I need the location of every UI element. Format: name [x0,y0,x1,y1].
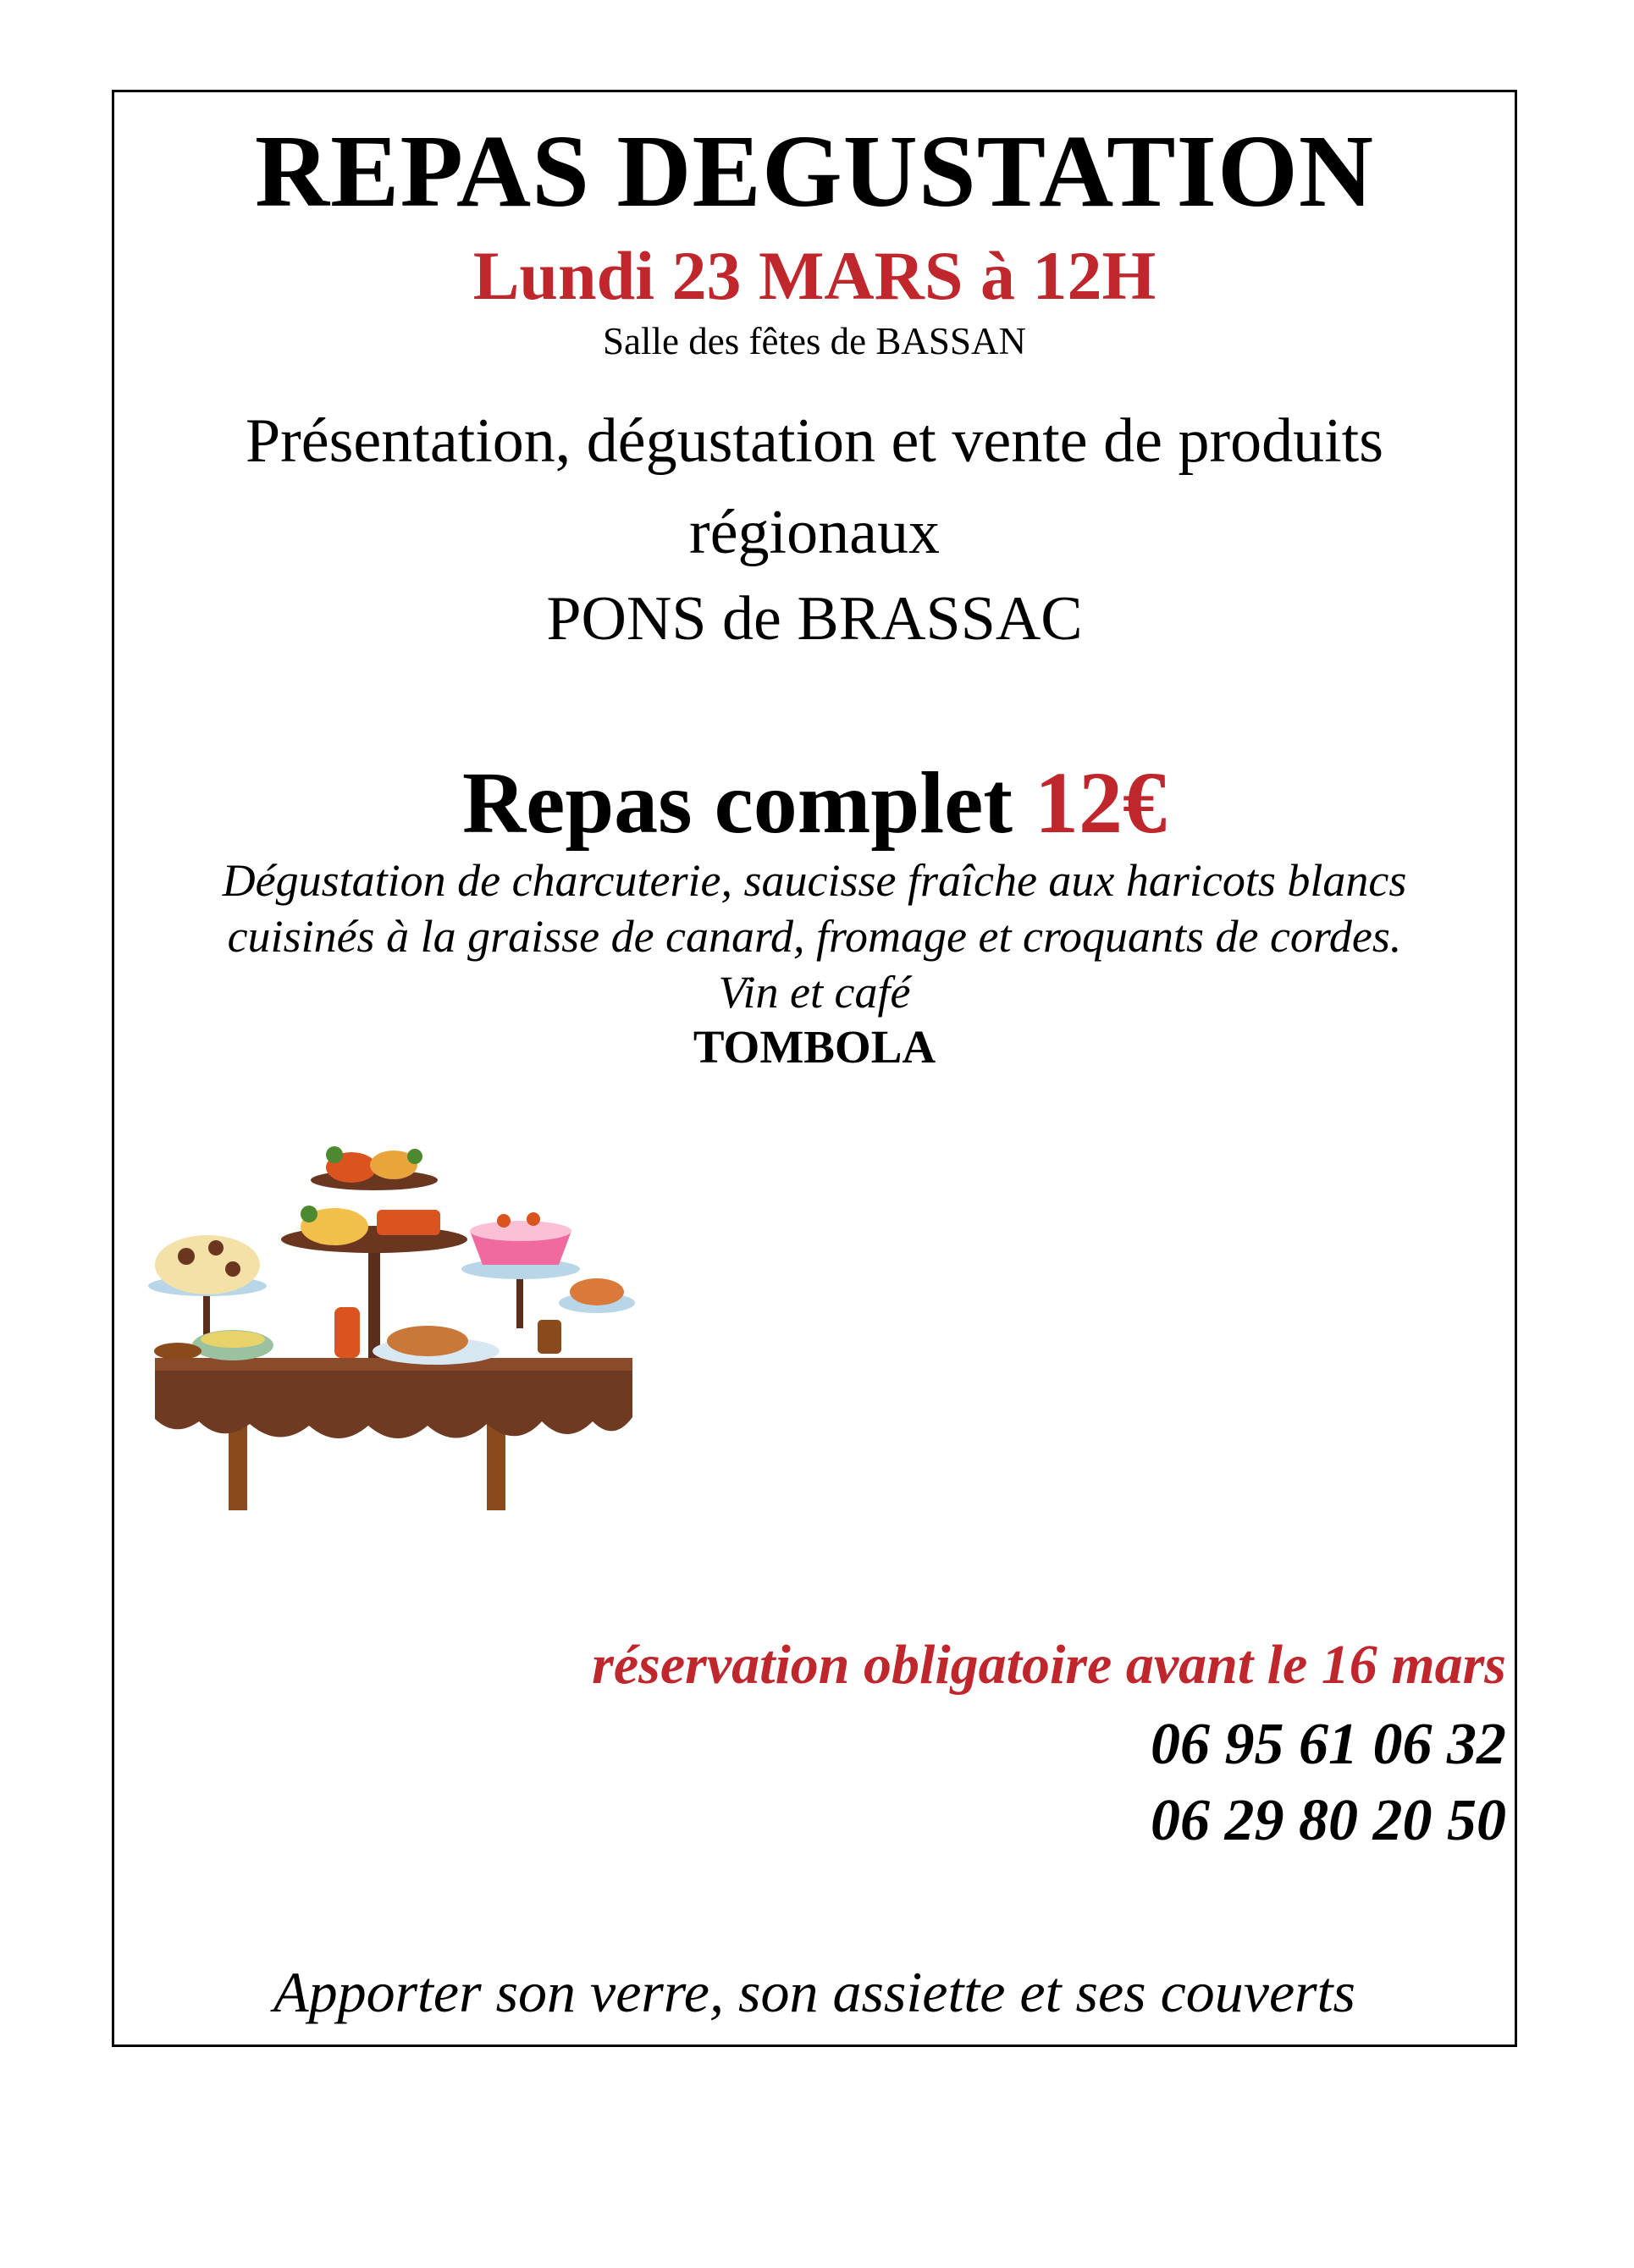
event-venue: Salle des fêtes de BASSAN [603,320,1026,362]
food-item [334,1307,360,1358]
food-item [407,1149,422,1164]
intro-line: Présentation, dégustation et vente de produits [245,406,1384,476]
food-item [301,1206,317,1222]
menu-line: cuisinés à la graisse de canard, fromage et croquants de cordes. [227,911,1402,962]
food-bowl [154,1343,201,1360]
food-item [527,1212,540,1226]
food-item [570,1278,624,1305]
food-item [201,1331,265,1348]
food-item [326,1146,343,1163]
food-item [497,1214,511,1228]
buffet-table-illustration [140,1129,648,1510]
footer-note: Apporter son verre, son assiette et ses couverts [273,1960,1355,2024]
food-item [178,1248,195,1265]
food-item [208,1240,224,1255]
flyer-frame [112,90,1517,2047]
tombola-label: TOMBOLA [693,1021,936,1073]
food-bowl-top [470,1221,571,1241]
cup [538,1320,561,1354]
stand-pole [368,1239,380,1358]
meal-heading [114,753,1515,853]
menu-line: Vin et café [718,967,911,1018]
intro-line: PONS de BRASSAC [546,584,1083,654]
food-item [387,1326,468,1356]
flyer-title: REPAS DEGUSTATION [255,114,1374,229]
food-item [155,1235,260,1294]
intro-line: régionaux [689,498,940,567]
phone-number: 06 95 61 06 32 [1151,1712,1506,1777]
food-item [377,1210,440,1235]
reservation-notice: réservation obligatoire avant le 16 mars [592,1634,1506,1696]
menu-line: Dégustation de charcuterie, saucisse fraîche aux haricots blancs [222,855,1407,906]
food-item [225,1261,240,1277]
meal-price: 12€ [1034,754,1167,852]
meal-label: Repas complet [462,754,1013,852]
phone-number: 06 29 80 20 50 [1151,1788,1506,1853]
event-date: Lundi 23 MARS à 12H [472,237,1156,314]
